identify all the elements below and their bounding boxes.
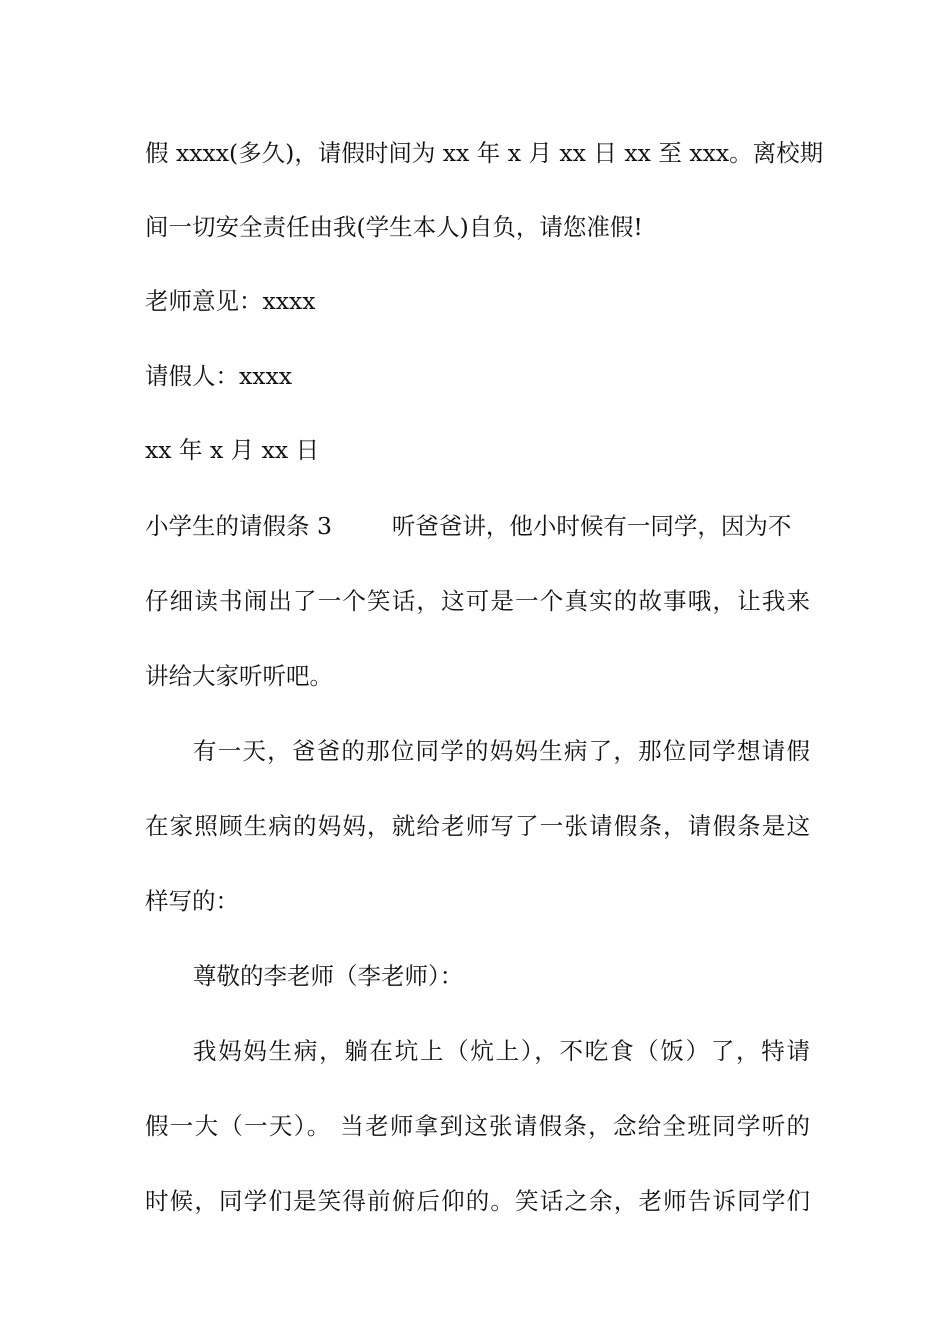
text-line: 仔细读书闹出了一个笑话，这可是一个真实的故事哦，让我来 bbox=[145, 587, 810, 615]
text-line: 讲给大家听听吧。 bbox=[145, 662, 333, 690]
text-line: 时候，同学们是笑得前俯后仰的。笑话之余，老师告诉同学们 bbox=[145, 1187, 810, 1215]
section-heading-line bbox=[145, 510, 810, 542]
paragraph-first-line: 我妈妈生病，躺在坑上（炕上），不吃食（饭）了，特请 bbox=[193, 1037, 810, 1065]
section-heading: 小学生的请假条 3 bbox=[145, 512, 332, 540]
text-line: xx 年 x 月 xx 日 bbox=[145, 436, 320, 464]
paragraph-first-line: 有一天，爸爸的那位同学的妈妈生病了，那位同学想请假 bbox=[193, 737, 810, 765]
text-line: 老师意见：xxxx bbox=[145, 287, 316, 315]
paragraph-start: 听爸爸讲，他小时候有一同学，因为不 bbox=[391, 512, 792, 540]
text-line: 样写的： bbox=[145, 887, 239, 915]
text-line: 在家照顾生病的妈妈，就给老师写了一张请假条，请假条是这 bbox=[145, 812, 810, 840]
text-line: 间一切安全责任由我(学生本人)自负，请您准假! bbox=[145, 213, 643, 241]
letter-salutation: 尊敬的李老师（李老师）： bbox=[193, 962, 464, 990]
text-line: 假 xxxx(多久)，请假时间为 xx 年 x 月 xx 日 xx 至 xxx。离校期 bbox=[145, 139, 824, 167]
text-line: 假一大（一天）。 当老师拿到这张请假条，念给全班同学听的 bbox=[145, 1112, 810, 1140]
text-line: 请假人：xxxx bbox=[145, 362, 293, 390]
